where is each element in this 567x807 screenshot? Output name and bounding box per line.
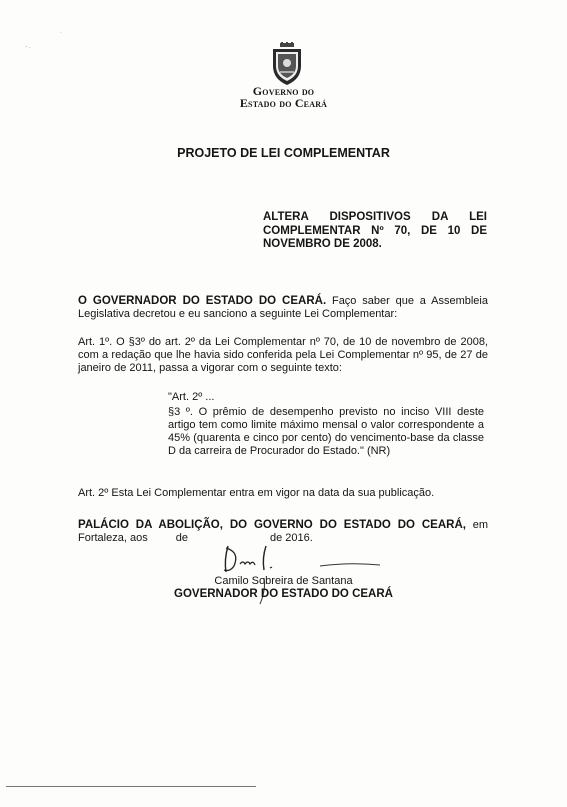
signer-title: GOVERNADOR DO ESTADO DO CEARÁ xyxy=(174,588,393,600)
quoted-text xyxy=(168,391,484,458)
closing-de: de xyxy=(175,532,188,544)
ementa-line: NOVEMBRO DE 2008. xyxy=(263,238,382,250)
ementa xyxy=(263,211,487,252)
closing-year: de 2016. xyxy=(269,532,313,544)
preamble xyxy=(78,295,488,321)
document-title: PROJETO DE LEI COMPLEMENTAR xyxy=(177,146,390,160)
footer-divider xyxy=(6,786,256,787)
article-2: Art. 2º Esta Lei Complementar entra em vigor na data da sua publicação. xyxy=(78,487,435,499)
ementa-line: ALTERA DISPOSITIVOS DA LEI xyxy=(263,211,487,223)
closing-city: Fortaleza, aos xyxy=(78,532,148,544)
quote-heading: "Art. 2º ... xyxy=(168,391,215,403)
preamble-text: Faço saber que a Assembleia Legislativa decretou e eu sanciono a seguinte Lei Complementar: xyxy=(78,295,488,320)
quote-body: §3 º. O prêmio de desempenho previsto no inciso VIII deste artigo tem como limite máximo mensal o valor correspondente a 45% (quarenta e cinco por cento) do vencimento-base da classe D da carreira de Procurador do Estado." (NR) xyxy=(168,406,484,457)
state-coat-of-arms-icon xyxy=(269,42,305,86)
closing-bold: PALÁCIO DA ABOLIÇÃO, DO GOVERNO DO ESTADO DO CEARÁ, xyxy=(78,519,466,531)
ementa-line: COMPLEMENTAR Nº 70, DE 10 DE xyxy=(263,224,487,237)
scan-speck: - . xyxy=(25,44,31,50)
government-header-line1: Governo do xyxy=(252,84,315,98)
closing-text: em xyxy=(465,519,488,531)
preamble-bold: O GOVERNADOR DO ESTADO DO CEARÁ. xyxy=(78,295,327,307)
scan-speck: . xyxy=(60,29,62,35)
signer-name: Camilo Sobreira de Santana xyxy=(214,575,353,587)
government-header-line2: Estado do Ceará xyxy=(239,96,328,110)
article-1: Art. 1º. O §3º do art. 2º da Lei Complementar nº 70, de 10 de novembro de 2008, com a redação que lhe havia sido conferida pela Lei Complementar nº 95, de 27 de janeiro de 2011, passa a vigorar com o seguinte texto: xyxy=(78,336,488,374)
